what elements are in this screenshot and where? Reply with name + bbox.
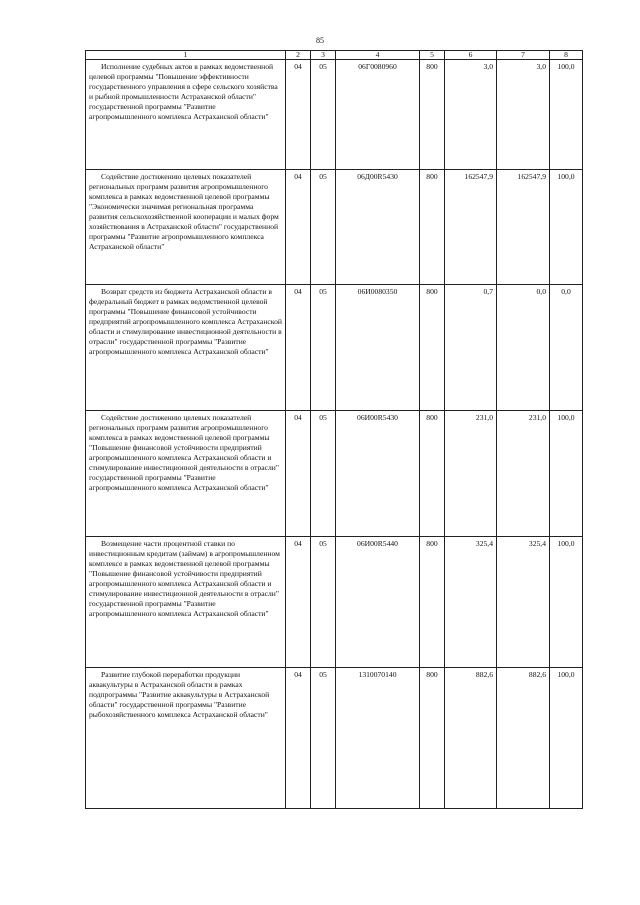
column-header: 5	[420, 51, 445, 60]
executed-amount: 0,0	[497, 285, 550, 411]
subsection-code: 05	[311, 537, 336, 668]
column-header: 2	[286, 51, 311, 60]
column-header: 7	[497, 51, 550, 60]
planned-amount: 231,0	[445, 411, 497, 537]
target-article-code: 1310070140	[336, 668, 420, 809]
section-code: 04	[286, 411, 311, 537]
executed-amount: 3,0	[497, 60, 550, 170]
row-description: Возврат средств из бюджета Астраханской области в федеральный бюджет в рамках ведомственной целевой программы "Повышение финансовой устойчивости предприятий агропромышленного комплекса Астраханской области и стимулирование инвестиционной деятельности в отрасли" государственной программы "Развитие агропромышленного комплекса Астраханской области"	[86, 285, 286, 411]
planned-amount: 0,7	[445, 285, 497, 411]
execution-percent: 100,0	[550, 60, 583, 170]
planned-amount: 3,0	[445, 60, 497, 170]
expense-type-code: 800	[420, 411, 445, 537]
expense-type-code: 800	[420, 537, 445, 668]
subsection-code: 05	[311, 285, 336, 411]
section-code: 04	[286, 668, 311, 809]
table-row	[86, 60, 583, 170]
table-row	[86, 668, 583, 809]
column-header: 4	[336, 51, 420, 60]
table-row	[86, 170, 583, 285]
executed-amount: 882,6	[497, 668, 550, 809]
planned-amount: 325,4	[445, 537, 497, 668]
planned-amount: 162547,9	[445, 170, 497, 285]
planned-amount: 882,6	[445, 668, 497, 809]
executed-amount: 162547,9	[497, 170, 550, 285]
row-description: Возмещение части процентной ставки по инвестиционным кредитам (займам) в агропромышленном комплексе в рамках ведомственной целевой программы "Повышение финансовой устойчивости предприятий агропромышленного комплекса Астраханской области и стимулирование инвестиционной деятельности в отрасли" государственной программы "Развитие агропромышленного комплекса Астраханской области"	[86, 537, 286, 668]
target-article-code: 06И00R5430	[336, 411, 420, 537]
target-article-code: 06Д00R5430	[336, 170, 420, 285]
expense-type-code: 800	[420, 285, 445, 411]
section-code: 04	[286, 60, 311, 170]
column-header: 6	[445, 51, 497, 60]
execution-percent: 100,0	[550, 537, 583, 668]
execution-percent: 100,0	[550, 411, 583, 537]
budget-table	[85, 50, 583, 809]
row-description: Исполнение судебных актов в рамках ведомственной целевой программы "Повышение эффективности государственного управления в сфере сельского хозяйства и рыбной промышленности Астраханской области" государственной программы "Развитие агропромышленного комплекса Астраханской области"	[86, 60, 286, 170]
expense-type-code: 800	[420, 668, 445, 809]
subsection-code: 05	[311, 411, 336, 537]
target-article-code: 06И00R5440	[336, 537, 420, 668]
column-header: 8	[550, 51, 583, 60]
column-header: 1	[86, 51, 286, 60]
section-code: 04	[286, 170, 311, 285]
target-article-code: 06И0080350	[336, 285, 420, 411]
subsection-code: 05	[311, 668, 336, 809]
table-row	[86, 285, 583, 411]
table-row	[86, 537, 583, 668]
row-description: Содействие достижению целевых показателей региональных программ развития агропромышленного комплекса в рамках ведомственной целевой программы "Повышение финансовой устойчивости предприятий агропромышленного комплекса Астраханской области и стимулирование инвестиционной деятельности в отрасли" государственной программы "Развитие агропромышленного комплекса Астраханской области"	[86, 411, 286, 537]
execution-percent: 100,0	[550, 668, 583, 809]
expense-type-code: 800	[420, 60, 445, 170]
subsection-code: 05	[311, 170, 336, 285]
table-row	[86, 411, 583, 537]
page-number: 85	[316, 36, 324, 45]
subsection-code: 05	[311, 60, 336, 170]
expense-type-code: 800	[420, 170, 445, 285]
executed-amount: 325,4	[497, 537, 550, 668]
target-article-code: 06Г0080960	[336, 60, 420, 170]
executed-amount: 231,0	[497, 411, 550, 537]
execution-percent: 100,0	[550, 170, 583, 285]
section-code: 04	[286, 537, 311, 668]
section-code: 04	[286, 285, 311, 411]
execution-percent: 0,0	[550, 285, 583, 411]
row-description: Развитие глубокой переработки продукции аквакультуры в Астраханской области в рамках подпрограммы "Развитие аквакультуры в Астраханской области" государственной программы "Развитие рыбохозяйственного комплекса Астраханской области"	[86, 668, 286, 809]
column-header: 3	[311, 51, 336, 60]
table-header-row	[86, 51, 583, 60]
row-description: Содействие достижению целевых показателей региональных программ развития агропромышленного комплекса в рамках ведомственной целевой программы "Экономически значимая региональная программа развития сельскохозяйственной кооперации и малых форм хозяйствования в Астраханской области" государственной программы "Развитие агропромышленного комплекса Астраханской области"	[86, 170, 286, 285]
